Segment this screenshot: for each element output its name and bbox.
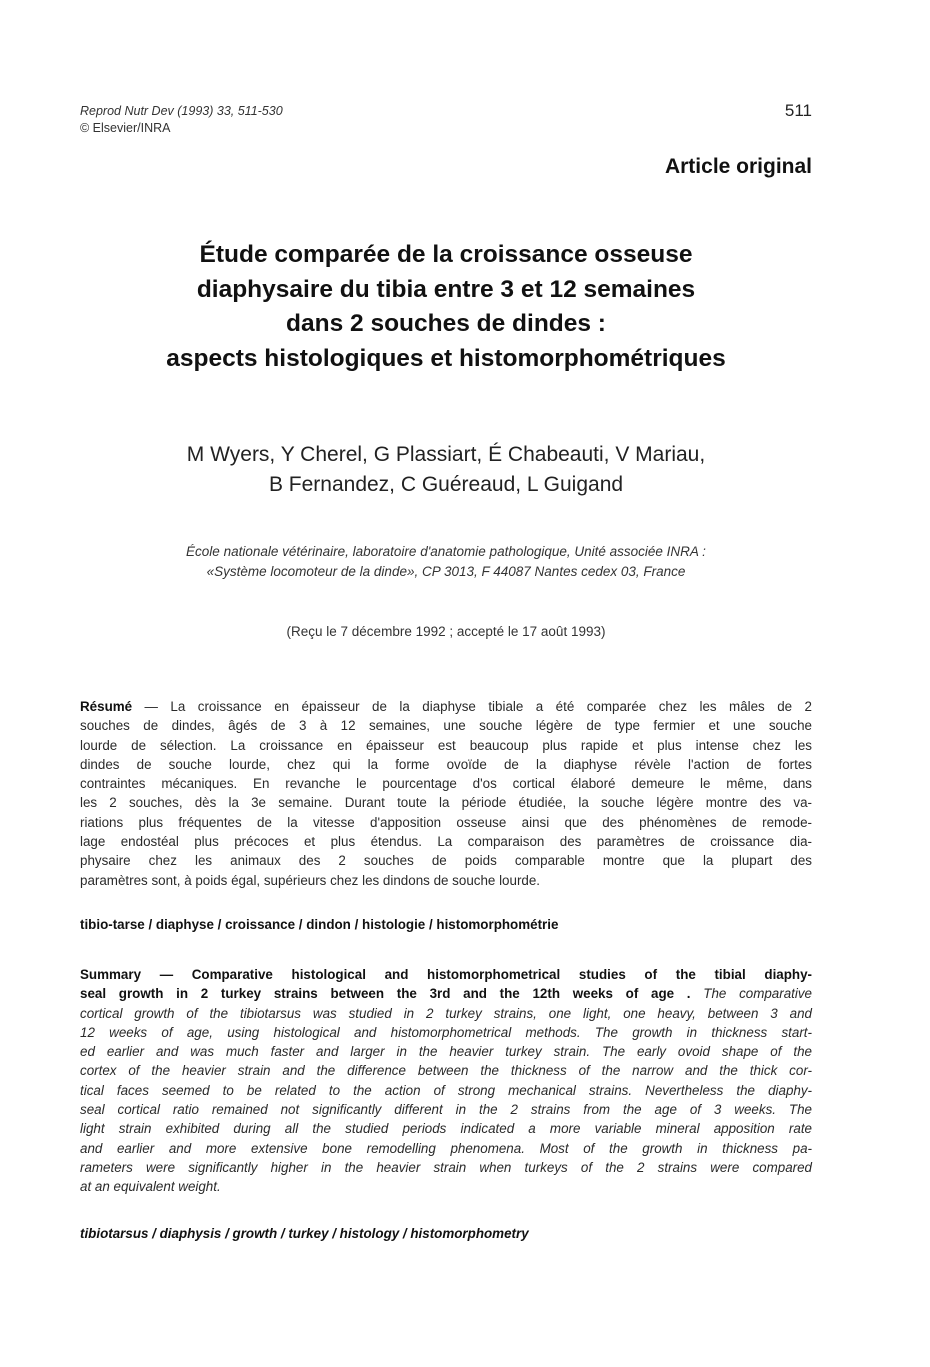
abstract-line: lage endostéal plus précoces et plus étendus. La comparaison des paramètres de croissance dia-	[80, 834, 812, 850]
journal-citation	[80, 103, 283, 137]
summary-abstract	[80, 965, 812, 1197]
abstract-line: souches de dindes, âgés de 3 à 12 semaines, une souche légère de type fermier et une souche	[80, 718, 812, 734]
page-number: 511	[784, 101, 812, 120]
authors-line: B Fernandez, C Guéreaud, L Guigand	[268, 473, 624, 496]
affiliation	[80, 542, 812, 582]
title-line: aspects histologiques et histomorphométriques	[166, 344, 726, 372]
summary-line: tical faces seemed to be related to the action of strong mechanical strains. Nevertheless the diaphy-	[80, 1082, 812, 1098]
summary-title-line	[80, 984, 812, 1003]
keywords-french: tibio-tarse / diaphyse / croissance / dindon / histologie / histomorphométrie	[80, 917, 559, 932]
summary-line: 12 weeks of age, using histological and histomorphometrical methods. The growth in thickness start-	[80, 1024, 812, 1040]
summary-title-line	[80, 965, 812, 984]
keywords-english: tibiotarsus / diaphysis / growth / turkey / histology / histomorphometry	[80, 1226, 529, 1241]
abstract-line: paramètres sont, à poids égal, supérieurs chez les dindons de souche lourde.	[80, 872, 541, 888]
abstract-line: lourde de sélection. La croissance en épaisseur est beaucoup plus rapide et plus intense chez les	[80, 737, 812, 753]
authors	[80, 440, 812, 500]
resume-label: Résumé	[80, 699, 133, 714]
received-dates: (Reçu le 7 décembre 1992 ; accepté le 17 août 1993)	[286, 624, 606, 639]
title-line: diaphysaire du tibia entre 3 et 12 semaines	[196, 275, 696, 303]
title-line: Étude comparée de la croissance osseuse	[199, 241, 693, 268]
summary-title-text: — Comparative histological and histomorphometrical studies of the tibial diaphy-	[141, 967, 812, 982]
summary-line: rameters were significantly higher in the heavier strain when turkeys of the 2 strains were compared	[80, 1159, 812, 1175]
summary-line: and earlier and more extensive bone remodelling phenomena. Most of the growth in thickness pa-	[80, 1140, 812, 1156]
article-type: Article original	[664, 155, 812, 178]
summary-title-text: seal growth in 2 turkey strains between the 3rd and the 12th weeks of age .	[80, 986, 691, 1002]
abstract-line: contraintes mécaniques. En revanche le pourcentage d'os cortical élaboré demeure le même, dans	[80, 776, 812, 792]
authors-line: M Wyers, Y Cherel, G Plassiart, É Chabeauti, V Mariau,	[186, 443, 706, 466]
abstract-line: les 2 souches, dès la 3e semaine. Durant toute la période étudiée, la souche légère montre des va-	[80, 795, 812, 811]
summary-line: cortex of the heavier strain and the difference between the thickness of the narrow and the thick cor-	[80, 1063, 812, 1079]
abstract-text: — La croissance en épaisseur de la diaphyse tibiale a été comparée chez les mâles de 2	[132, 699, 812, 714]
affiliation-line: École nationale vétérinaire, laboratoire d'anatomie pathologique, Unité associée INRA :	[186, 544, 706, 559]
summary-line: cortical growth of the tibiotarsus was studied in 2 turkey strains, one light, one heavy, between 3 and	[80, 1005, 812, 1021]
abstract-line	[80, 697, 812, 716]
summary-line: ed earlier and was much faster and larger in the heavier turkey strain. The early ovoid shape of the	[80, 1044, 812, 1060]
summary-line: seal cortical ratio remained not significantly different in the 2 strains from the age of 3 weeks. The	[80, 1102, 812, 1118]
journal-ref: Reprod Nutr Dev (1993) 33, 511-530	[80, 104, 283, 118]
article-title	[80, 238, 812, 376]
affiliation-line: «Système locomoteur de la dinde», CP 3013, F 44087 Nantes cedex 03, France	[206, 564, 686, 579]
publisher: © Elsevier/INRA	[80, 121, 171, 135]
summary-label: Summary	[80, 967, 142, 982]
abstract-line: dindes de souche lourde, chez qui la forme ovoïde de la diaphyse révèle l'action de fortes	[80, 756, 812, 772]
abstract-line: physaire chez les animaux des 2 souches de poids comparable montre que la plupart des	[80, 853, 812, 869]
summary-line: light strain exhibited during all the studied periods indicated a more variable mineral apposition rate	[80, 1121, 812, 1137]
resume-abstract	[80, 697, 812, 890]
abstract-line: riations plus fréquentes de la vitesse d'apposition osseuse ainsi que des phénomènes de remode-	[80, 814, 812, 830]
title-line: dans 2 souches de dindes :	[286, 310, 606, 337]
summary-text: The comparative	[690, 986, 813, 1002]
summary-line: at an equivalent weight.	[80, 1179, 221, 1195]
